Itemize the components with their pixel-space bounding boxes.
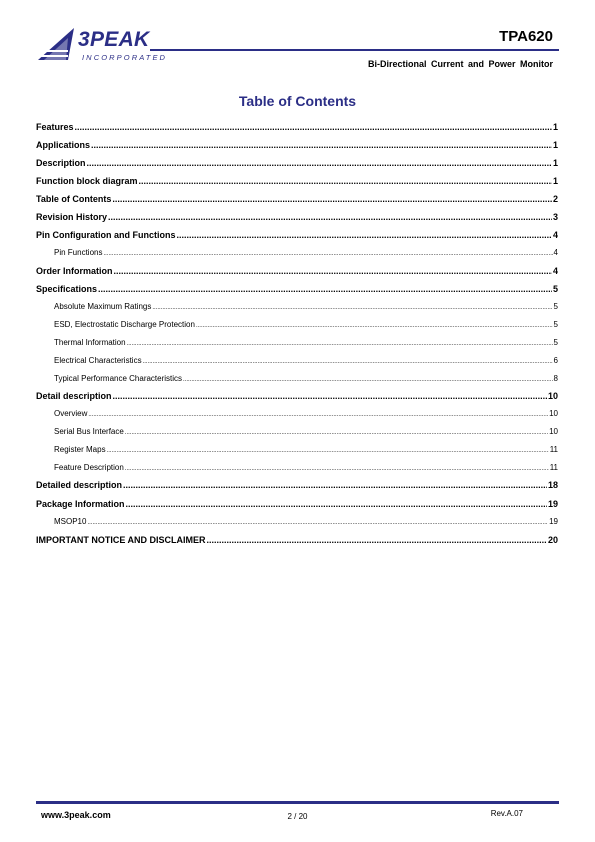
toc-dot-leader xyxy=(108,210,552,224)
toc-entry-title: Register Maps xyxy=(54,445,106,454)
toc-dot-leader xyxy=(143,354,553,369)
company-logo xyxy=(38,28,168,64)
toc-entry-page: 10 xyxy=(549,409,558,418)
toc-entry[interactable] xyxy=(36,246,558,260)
toc-entry-page: 11 xyxy=(549,463,558,472)
toc-entry-title: ESD, Electrostatic Discharge Protection xyxy=(54,320,195,329)
toc-entry-page: 1 xyxy=(552,122,558,132)
toc-entry-page: 5 xyxy=(553,302,558,311)
toc-entry[interactable] xyxy=(36,192,558,206)
toc-dot-leader xyxy=(177,228,552,242)
toc-entry-page: 11 xyxy=(549,445,558,454)
toc-entry-title: Applications xyxy=(36,140,91,150)
toc-dot-leader xyxy=(123,478,547,492)
toc-entry-page: 10 xyxy=(547,391,558,401)
toc-entry[interactable] xyxy=(36,336,558,350)
part-number: TPA620 xyxy=(499,28,553,45)
toc-dot-leader xyxy=(125,461,549,476)
toc-entry-title: Order Information xyxy=(36,266,113,276)
toc-entry-title: Features xyxy=(36,122,74,132)
toc-entry[interactable] xyxy=(36,443,558,457)
toc-entry[interactable] xyxy=(36,174,558,188)
toc-dot-leader xyxy=(127,336,553,351)
toc-entry-title: Package Information xyxy=(36,499,125,509)
document-subtitle: Bi-Directional Current and Power Monitor xyxy=(367,59,553,69)
toc-dot-leader xyxy=(114,264,552,278)
toc-entry-page: 3 xyxy=(552,212,558,222)
footer-revision: Rev.A.07 xyxy=(490,809,523,818)
toc-entry-page: 1 xyxy=(552,158,558,168)
logo-tagline: INCORPORATED xyxy=(82,53,168,62)
toc-entry[interactable] xyxy=(36,264,558,278)
toc-entry-page: 5 xyxy=(553,338,558,347)
toc-entry[interactable] xyxy=(36,372,558,386)
logo-wordmark: 3PEAK xyxy=(78,28,150,51)
toc-dot-leader xyxy=(88,407,548,422)
toc-entry[interactable] xyxy=(36,318,558,332)
toc-entry-title: Detail description xyxy=(36,391,112,401)
toc-dot-leader xyxy=(152,300,552,315)
toc-entry[interactable] xyxy=(36,425,558,439)
toc-entry-page: 18 xyxy=(547,480,558,490)
toc-dot-leader xyxy=(87,156,552,170)
header-divider xyxy=(150,49,559,51)
toc-entry-page: 6 xyxy=(553,356,558,365)
toc-dot-leader xyxy=(183,372,553,387)
toc-entry-title: Serial Bus Interface xyxy=(54,427,124,436)
toc-entry[interactable] xyxy=(36,533,558,547)
toc-entry-page: 5 xyxy=(553,320,558,329)
toc-entry[interactable] xyxy=(36,138,558,152)
toc-entry-title: Thermal Information xyxy=(54,338,126,347)
toc-entry-title: IMPORTANT NOTICE AND DISCLAIMER xyxy=(36,535,206,545)
toc-entry[interactable] xyxy=(36,120,558,134)
toc-entry-page: 4 xyxy=(552,230,558,240)
toc-entry-title: Specifications xyxy=(36,284,98,294)
toc-entry[interactable] xyxy=(36,228,558,242)
toc-entry-title: Absolute Maximum Ratings xyxy=(54,302,152,311)
toc-entry[interactable] xyxy=(36,407,558,421)
toc-dot-leader xyxy=(112,192,552,206)
toc-entry-title: Typical Performance Characteristics xyxy=(54,374,183,383)
toc-heading: Table of Contents xyxy=(238,93,357,109)
toc-entry[interactable] xyxy=(36,210,558,224)
toc-entry-page: 5 xyxy=(552,284,558,294)
toc-dot-leader xyxy=(125,425,548,440)
toc-dot-leader xyxy=(87,515,548,530)
toc-dot-leader xyxy=(126,497,547,511)
toc-dot-leader xyxy=(75,120,552,134)
toc-dot-leader xyxy=(139,174,552,188)
toc-entry-page: 1 xyxy=(552,176,558,186)
toc-entry-page: 8 xyxy=(553,374,558,383)
toc-entry[interactable] xyxy=(36,478,558,492)
toc-entry-title: Table of Contents xyxy=(36,194,112,204)
toc-dot-leader xyxy=(196,318,553,333)
toc-entry-title: Overview xyxy=(54,409,88,418)
toc-entry[interactable] xyxy=(36,515,558,529)
toc-entry[interactable] xyxy=(36,300,558,314)
toc-entry-title: Electrical Characteristics xyxy=(54,356,142,365)
toc-entry-title: Detailed description xyxy=(36,480,123,490)
footer-page-indicator: 2 / 20 xyxy=(287,812,308,821)
toc-dot-leader xyxy=(98,282,552,296)
toc-entry-page: 2 xyxy=(552,194,558,204)
toc-entry[interactable] xyxy=(36,497,558,511)
toc-entry-title: Feature Description xyxy=(54,463,124,472)
toc-entry-title: Description xyxy=(36,158,86,168)
toc-entry[interactable] xyxy=(36,354,558,368)
toc-entry-page: 19 xyxy=(549,517,558,526)
toc-entry-page: 20 xyxy=(547,535,558,545)
toc-dot-leader xyxy=(113,389,547,403)
toc-entry[interactable] xyxy=(36,389,558,403)
toc-dot-leader xyxy=(103,246,552,261)
toc-entry[interactable] xyxy=(36,282,558,296)
logo-peak-icon xyxy=(38,28,78,62)
toc-entry-title: Pin Configuration and Functions xyxy=(36,230,176,240)
toc-dot-leader xyxy=(107,443,549,458)
toc-entry-page: 10 xyxy=(549,427,558,436)
toc-dot-leader xyxy=(91,138,552,152)
footer-website-link[interactable]: www.3peak.com xyxy=(41,810,111,820)
toc-entry-page: 19 xyxy=(547,499,558,509)
footer-divider xyxy=(36,801,559,804)
toc-dot-leader xyxy=(207,533,547,547)
toc-entry[interactable] xyxy=(36,461,558,475)
toc-entry-title: MSOP10 xyxy=(54,517,87,526)
toc-entry-title: Revision History xyxy=(36,212,108,222)
toc-entry-page: 4 xyxy=(552,266,558,276)
toc-entry[interactable] xyxy=(36,156,558,170)
toc-entry-page: 1 xyxy=(552,140,558,150)
toc-entry-title: Function block diagram xyxy=(36,176,138,186)
toc-entry-page: 4 xyxy=(553,248,558,257)
toc-entry-title: Pin Functions xyxy=(54,248,103,257)
